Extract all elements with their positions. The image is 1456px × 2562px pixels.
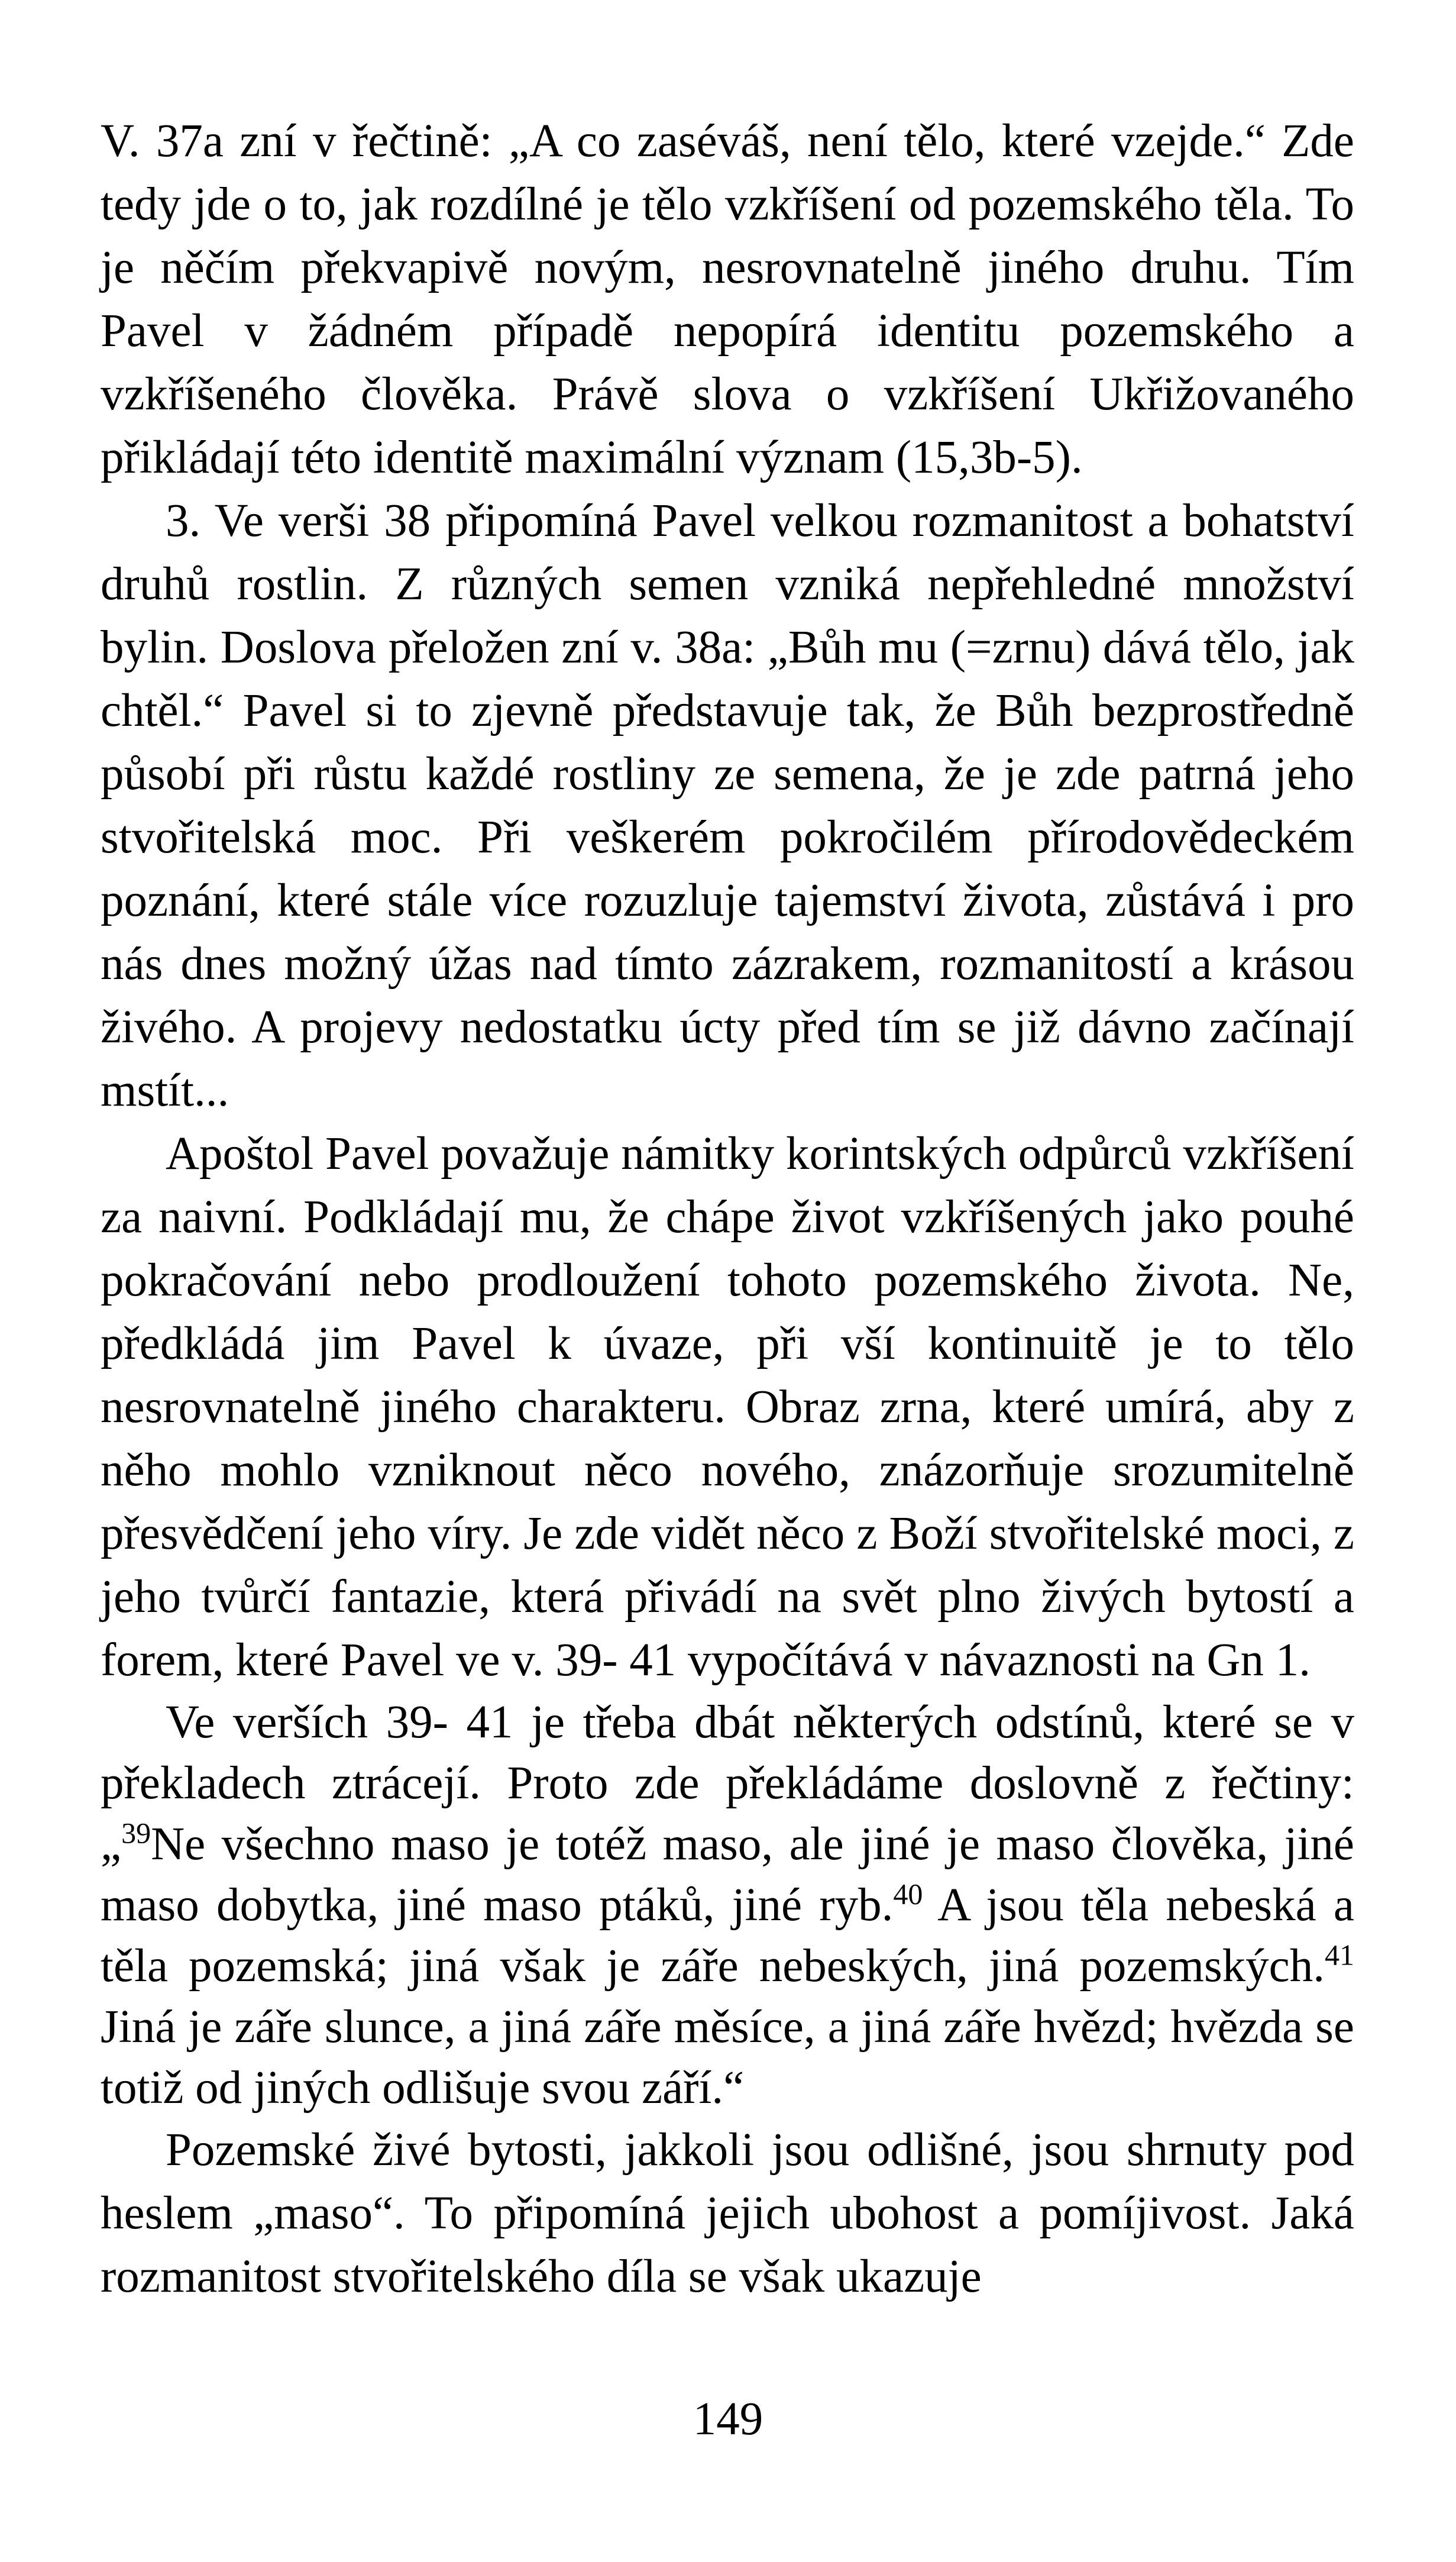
paragraph-4-text-a: Ve verších 39- 41 je třeba dbát některých odstínů, které se v překladech ztrácejí. Proto zde překládáme doslovně z řečtiny: „ [101,1697,1354,1870]
page-body [101,109,1354,2308]
paragraph-4 [101,1692,1354,2118]
verse-number-39: 39 [121,1816,151,1850]
paragraph-2: 3. Ve verši 38 připomíná Pavel velkou rozmanitost a bohatství druhů rostlin. Z různých semen vzniká nepřehledné množství bylin. Doslova přeložen zní v. 38a: „Bůh mu (=zrnu) dává tělo, jak chtěl.“ Pavel si to zjevně představuje tak, že Bůh bezprostředně působí při růstu každé rostliny ze semena, že je zde patrná jeho stvořitelská moc. Při veškerém pokročilém přírodovědeckém poznání, které stále více rozuzluje tajemství života, zůstává i pro nás dnes možný úžas nad tímto zázrakem, rozmanitostí a krásou živého. A projevy nedostatku úcty před tím se již dávno začínají mstít... [101,495,1354,1116]
paragraph-1: V. 37a zní v řečtině: „A co zaséváš, není tělo, které vzejde.“ Zde tedy jde o to, jak rozdílné je tělo vzkříšení od pozemského těla. To je něčím překvapivě novým, nesrovnatelně jiného druhu. Tím Pavel v žádném případě nepopírá identitu pozemského a vzkříšeného člověka. Právě slova o vzkříšení Ukřižovaného přikládají této identitě maximální význam (15,3b-5). [101,115,1354,483]
paragraph-5: Pozemské živé bytosti, jakkoli jsou odlišné, jsou shrnuty pod heslem „maso“. To připomíná jejich ubohost a pomíjivost. Jaká rozmanitost stvořitelského díla se však ukazuje [101,2124,1354,2302]
paragraph-4-text-d: Jiná je záře slunce, a jiná záře měsíce, a jiná záře hvězd; hvězda se totiž od jiných odlišuje svou září.“ [101,2001,1354,2114]
paragraph-4-text-b: Ne všechno maso je totéž maso, ale jiné je maso člověka, jiné maso dobytka, jiné maso ptáků, jiné ryb. [101,1818,1354,1931]
verse-number-41: 41 [1325,1938,1354,1972]
paragraph-3: Apoštol Pavel považuje námitky korintských odpůrců vzkříšení za naivní. Podkládají mu, že chápe život vzkříšených jako pouhé pokračování nebo prodloužení tohoto pozemského života. Ne, předkládá jim Pavel k úvaze, při vší kontinuitě je to tělo nesrovnatelně jiného charakteru. Obraz zrna, které umírá, aby z něho mohlo vzniknout něco nového, znázorňuje srozumitelně přesvědčení jeho víry. Je zde vidět něco z Boží stvořitelské moci, z jeho tvůrčí fantazie, která přivádí na svět plno živých bytostí a forem, které Pavel ve v. 39- 41 vypočítává v návaznosti na Gn 1. [101,1128,1354,1686]
verse-number-40: 40 [893,1877,923,1911]
page-number: 149 [693,2393,763,2445]
paragraph-4-text-c: A jsou těla nebeská a těla pozemská; jiná však je záře nebeských, jiná pozemských. [101,1879,1354,1992]
